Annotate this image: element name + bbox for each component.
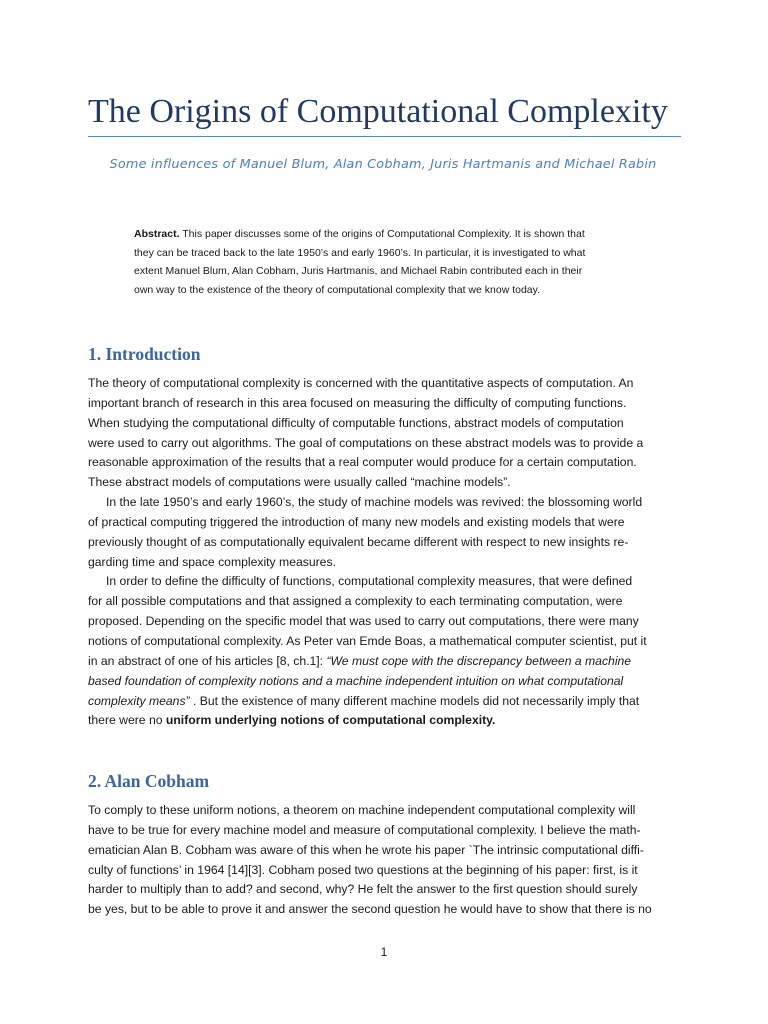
text-line — [88, 711, 682, 731]
abstract-line: own way to the existence of the theory of computational complexity that we know today. — [134, 283, 541, 296]
text-line: In the late 1950’s and early 1960’s, the study of machine models was revived: the blossoming world — [106, 495, 643, 510]
abstract — [134, 225, 634, 299]
abstract-line — [134, 225, 634, 244]
text-line: To comply to these uniform notions, a theorem on machine independent computational complexity will — [88, 803, 636, 817]
text-line: important branch of research in this area focused on measuring the difficulty of computing functions. — [88, 395, 627, 410]
abstract-line: extent Manuel Blum, Alan Cobham, Juris Hartmanis, and Michael Rabin contributed each in their — [134, 265, 583, 277]
text-line — [88, 692, 682, 712]
introduction-body — [88, 374, 682, 731]
paper-subtitle: Some influences of Manuel Blum, Alan Cobham, Juris Hartmanis and Michael Rabin — [109, 157, 657, 172]
text-line: proposed. Depending on the specific model that was used to carry out computations, there were many — [88, 614, 639, 629]
text-line: for all possible computations and that assigned a complexity to each terminating computation, were — [88, 594, 623, 609]
text-line: were used to carry out algorithms. The goal of computations on these abstract models was to provide a — [88, 435, 644, 450]
title-underline — [88, 136, 681, 137]
text-span: in an abstract of one of his articles [8, ch.1]: — [88, 653, 327, 668]
text-line: culty of functions’ in 1964 [14][3]. Cobham posed two questions at the beginning of his paper: first, is it — [88, 862, 638, 877]
quote-text: complexity means” — [88, 693, 193, 708]
page-number: 1 — [380, 945, 388, 959]
text-line: The theory of computational complexity is concerned with the quantitative aspects of computation. An — [88, 376, 634, 390]
section-heading-alan-cobham: 2. Alan Cobham — [88, 771, 210, 791]
text-line: previously thought of as computationally equivalent became different with respect to new insights re- — [88, 534, 629, 549]
text-line: In order to define the difficulty of functions, computational complexity measures, that were defined — [106, 574, 633, 589]
text-line: harder to multiply than to add? and second, why? He felt the answer to the first question should surely — [88, 882, 638, 897]
abstract-line: they can be traced back to the late 1950’s and early 1960’s. In particular, it is investigated to what — [134, 246, 586, 259]
text-line: notions of computational complexity. As Peter van Emde Boas, a mathematical computer scientist, put it — [88, 633, 647, 648]
text-line: have to be true for every machine model and measure of computational complexity. I believe the math- — [88, 822, 641, 837]
text-line: ematician Alan B. Cobham was aware of this when he wrote his paper `The intrinsic computational diffi- — [88, 842, 644, 857]
text-line: reasonable approximation of the results that a real computer would produce for a certain computation. — [88, 455, 637, 470]
quote-line: based foundation of complexity notions and a machine independent intuition on what computational — [88, 673, 624, 688]
text-line: When studying the computational difficulty of computable functions, abstract models of computation — [88, 415, 624, 430]
emphasis-text: uniform underlying notions of computational complexity. — [165, 713, 496, 728]
text-line: be yes, but to be able to prove it and answer the second question he would have to show that there is no — [88, 902, 652, 917]
text-line: These abstract models of computations were usually called “machine models”. — [88, 475, 511, 490]
text-line — [88, 652, 682, 672]
cobham-body — [88, 801, 682, 920]
text-span: . But the existence of many different machine models did not necessarily imply that — [192, 693, 640, 708]
paper-title: The Origins of Computational Complexity — [88, 93, 668, 130]
abstract-label: Abstract. — [134, 228, 180, 240]
text-line: of practical computing triggered the introduction of many new models and existing models that were — [88, 514, 625, 529]
section-heading-introduction: 1. Introduction — [88, 344, 201, 364]
text-span: there were no — [88, 713, 166, 728]
quote-text: “We must cope with the discrepancy between a machine — [326, 653, 632, 668]
abstract-text: This paper discusses some of the origins of Computational Complexity. It is shown that — [179, 228, 585, 240]
text-line: garding time and space complexity measures. — [88, 554, 336, 569]
